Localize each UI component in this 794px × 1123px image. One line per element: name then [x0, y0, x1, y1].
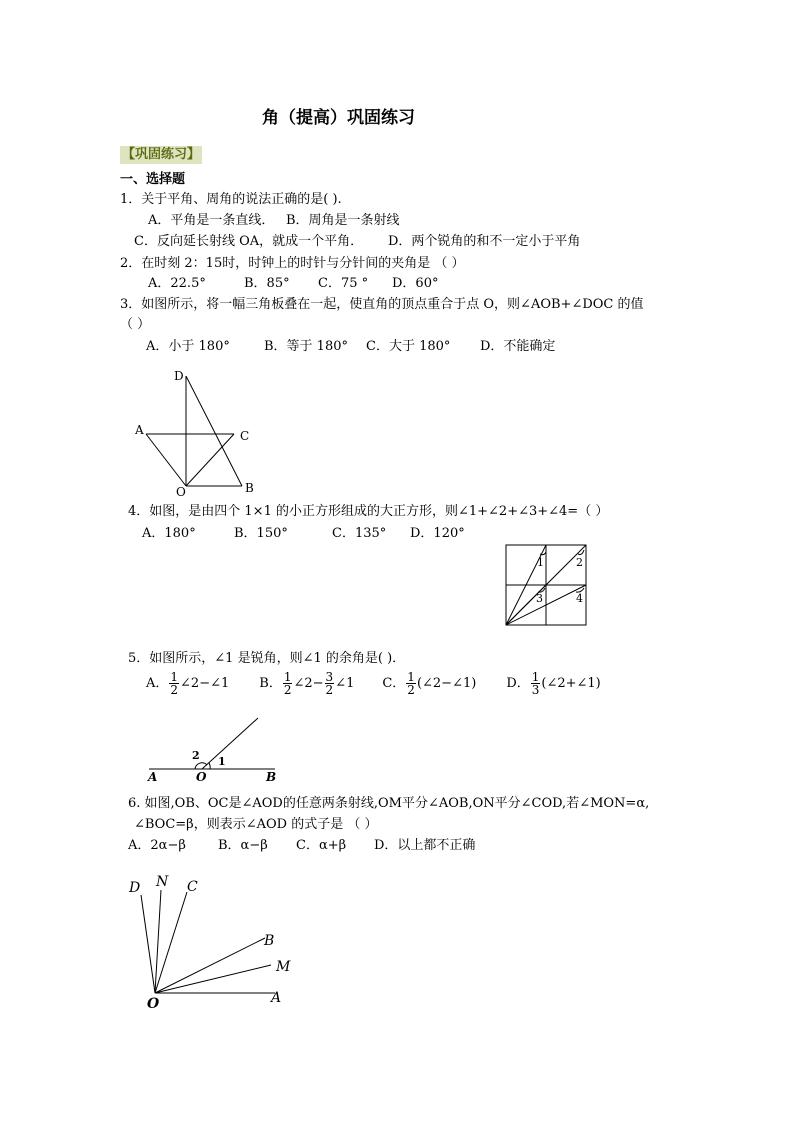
- label-b: B: [245, 481, 254, 495]
- line-db: [186, 376, 242, 486]
- q1-stem: 1．关于平角、周角的说法正确的是( ).: [120, 192, 342, 207]
- line-oc: [186, 434, 234, 486]
- label-o: O: [147, 996, 160, 1012]
- q4-option-a: A．180°: [142, 526, 196, 541]
- label-n: N: [156, 874, 169, 890]
- angle-label-2: 2: [576, 556, 583, 569]
- q4-option-d: D．120°: [410, 526, 465, 541]
- label-d: D: [174, 369, 184, 383]
- angle-label-4: 4: [576, 592, 583, 605]
- q3-figure: [130, 362, 270, 502]
- q5-figure: [145, 712, 285, 787]
- section-tag: 【巩固练习】: [122, 147, 201, 162]
- label-m: M: [276, 959, 291, 975]
- q3-stem: 3．如图所示，将一幅三角板叠在一起，使直角的顶点重合于点 O，则∠AOB+∠DOC 的值: [120, 297, 644, 312]
- q2-option-b: B．85°: [244, 276, 290, 291]
- fraction: $\frac{1}{2}$: [283, 670, 292, 697]
- label-a: A: [148, 770, 158, 784]
- q5-option-a: A． $\frac{1}{2}$ ∠2−∠1: [146, 670, 230, 697]
- label-o: O: [176, 485, 186, 499]
- angle-label-1: 1: [537, 556, 544, 569]
- section-heading: 一、选择题: [120, 172, 186, 187]
- ray-om: [155, 965, 271, 993]
- q6-stem-line2: ∠BOC=β，则表示∠AOD 的式子是 （ ）: [134, 817, 378, 832]
- q5-option-c: C． $\frac{1}{2}$ (∠2−∠1): [382, 670, 477, 697]
- q5-options: [146, 671, 601, 696]
- q4-option-b: B．150°: [234, 526, 288, 541]
- q2-option-a: A．22.5°: [148, 276, 206, 291]
- label-d: D: [129, 880, 141, 896]
- q5-stem: 5．如图所示，∠1 是锐角，则∠1 的余角是( )．: [128, 651, 406, 666]
- fraction: $\frac{1}{2}$: [407, 670, 415, 697]
- q4-option-c: C．135°: [332, 526, 387, 541]
- label-b: B: [264, 933, 275, 949]
- label-c: C: [240, 429, 250, 443]
- label-c: C: [187, 879, 198, 895]
- angle-label-2: 2: [192, 749, 200, 762]
- ray-3: [506, 585, 546, 625]
- q6-option-d: D．以上都不正确: [374, 838, 476, 853]
- q5-option-d: D． $\frac{1}{3}$ (∠2+∠1): [506, 670, 601, 697]
- q1-option-b: B．周角是一条射线: [286, 213, 400, 228]
- fraction: $\frac{1}{3}$: [531, 670, 540, 697]
- angle-label-1: 1: [218, 755, 226, 768]
- q1-option-d: D．两个锐角的和不一定小于平角: [388, 234, 581, 249]
- q5-option-b: B． $\frac{1}{2}$ ∠2− $\frac{3}{2}$ ∠1: [259, 670, 355, 697]
- q6-option-c: C．α+β: [296, 838, 347, 853]
- label-a: A: [271, 990, 282, 1006]
- page-title: 角（提高）巩固练习: [262, 108, 415, 128]
- q4-figure: [505, 544, 589, 628]
- q2-stem: 2．在时刻 2：15时，时钟上的时针与分针间的夹角是 （ ）: [120, 256, 465, 271]
- q6-stem-line1: 6. 如图,OB、OC是∠AOD的任意两条射线,OM平分∠AOB,ON平分∠COD,若∠MON=α,: [128, 796, 650, 811]
- q1-option-a: A．平角是一条直线．: [148, 213, 275, 228]
- q3-option-b: B．等于 180°: [264, 339, 348, 354]
- label-b: B: [266, 770, 277, 784]
- label-a: A: [135, 423, 144, 437]
- angle-label-3: 3: [536, 592, 543, 605]
- q1-option-c: C．反向延长射线 OA，就成一个平角．: [134, 234, 364, 249]
- q2-option-c: C．75 °: [318, 276, 369, 291]
- label-o: O: [196, 770, 207, 784]
- q3-option-a: A．小于 180°: [146, 339, 230, 354]
- q2-option-d: D．60°: [392, 276, 439, 291]
- q3-option-d: D．不能确定: [480, 339, 556, 354]
- ray-o: [202, 718, 258, 769]
- q3-paren: （ ）: [120, 317, 151, 332]
- q6-figure: [125, 870, 305, 1020]
- q6-option-b: B．α−β: [218, 838, 268, 853]
- ray-od: [141, 895, 155, 993]
- q4-stem: 4．如图，是由四个 1×1 的小正方形组成的大正方形，则∠1+∠2+∠3+∠4=（ ）: [128, 504, 609, 519]
- q3-option-c: C．大于 180°: [366, 339, 451, 354]
- q6-option-a: A．2α−β: [128, 838, 186, 853]
- ray-ob: [155, 938, 265, 993]
- line-ao: [146, 434, 186, 486]
- fraction: $\frac{3}{2}$: [325, 670, 334, 697]
- fraction: $\frac{1}{2}$: [170, 670, 179, 697]
